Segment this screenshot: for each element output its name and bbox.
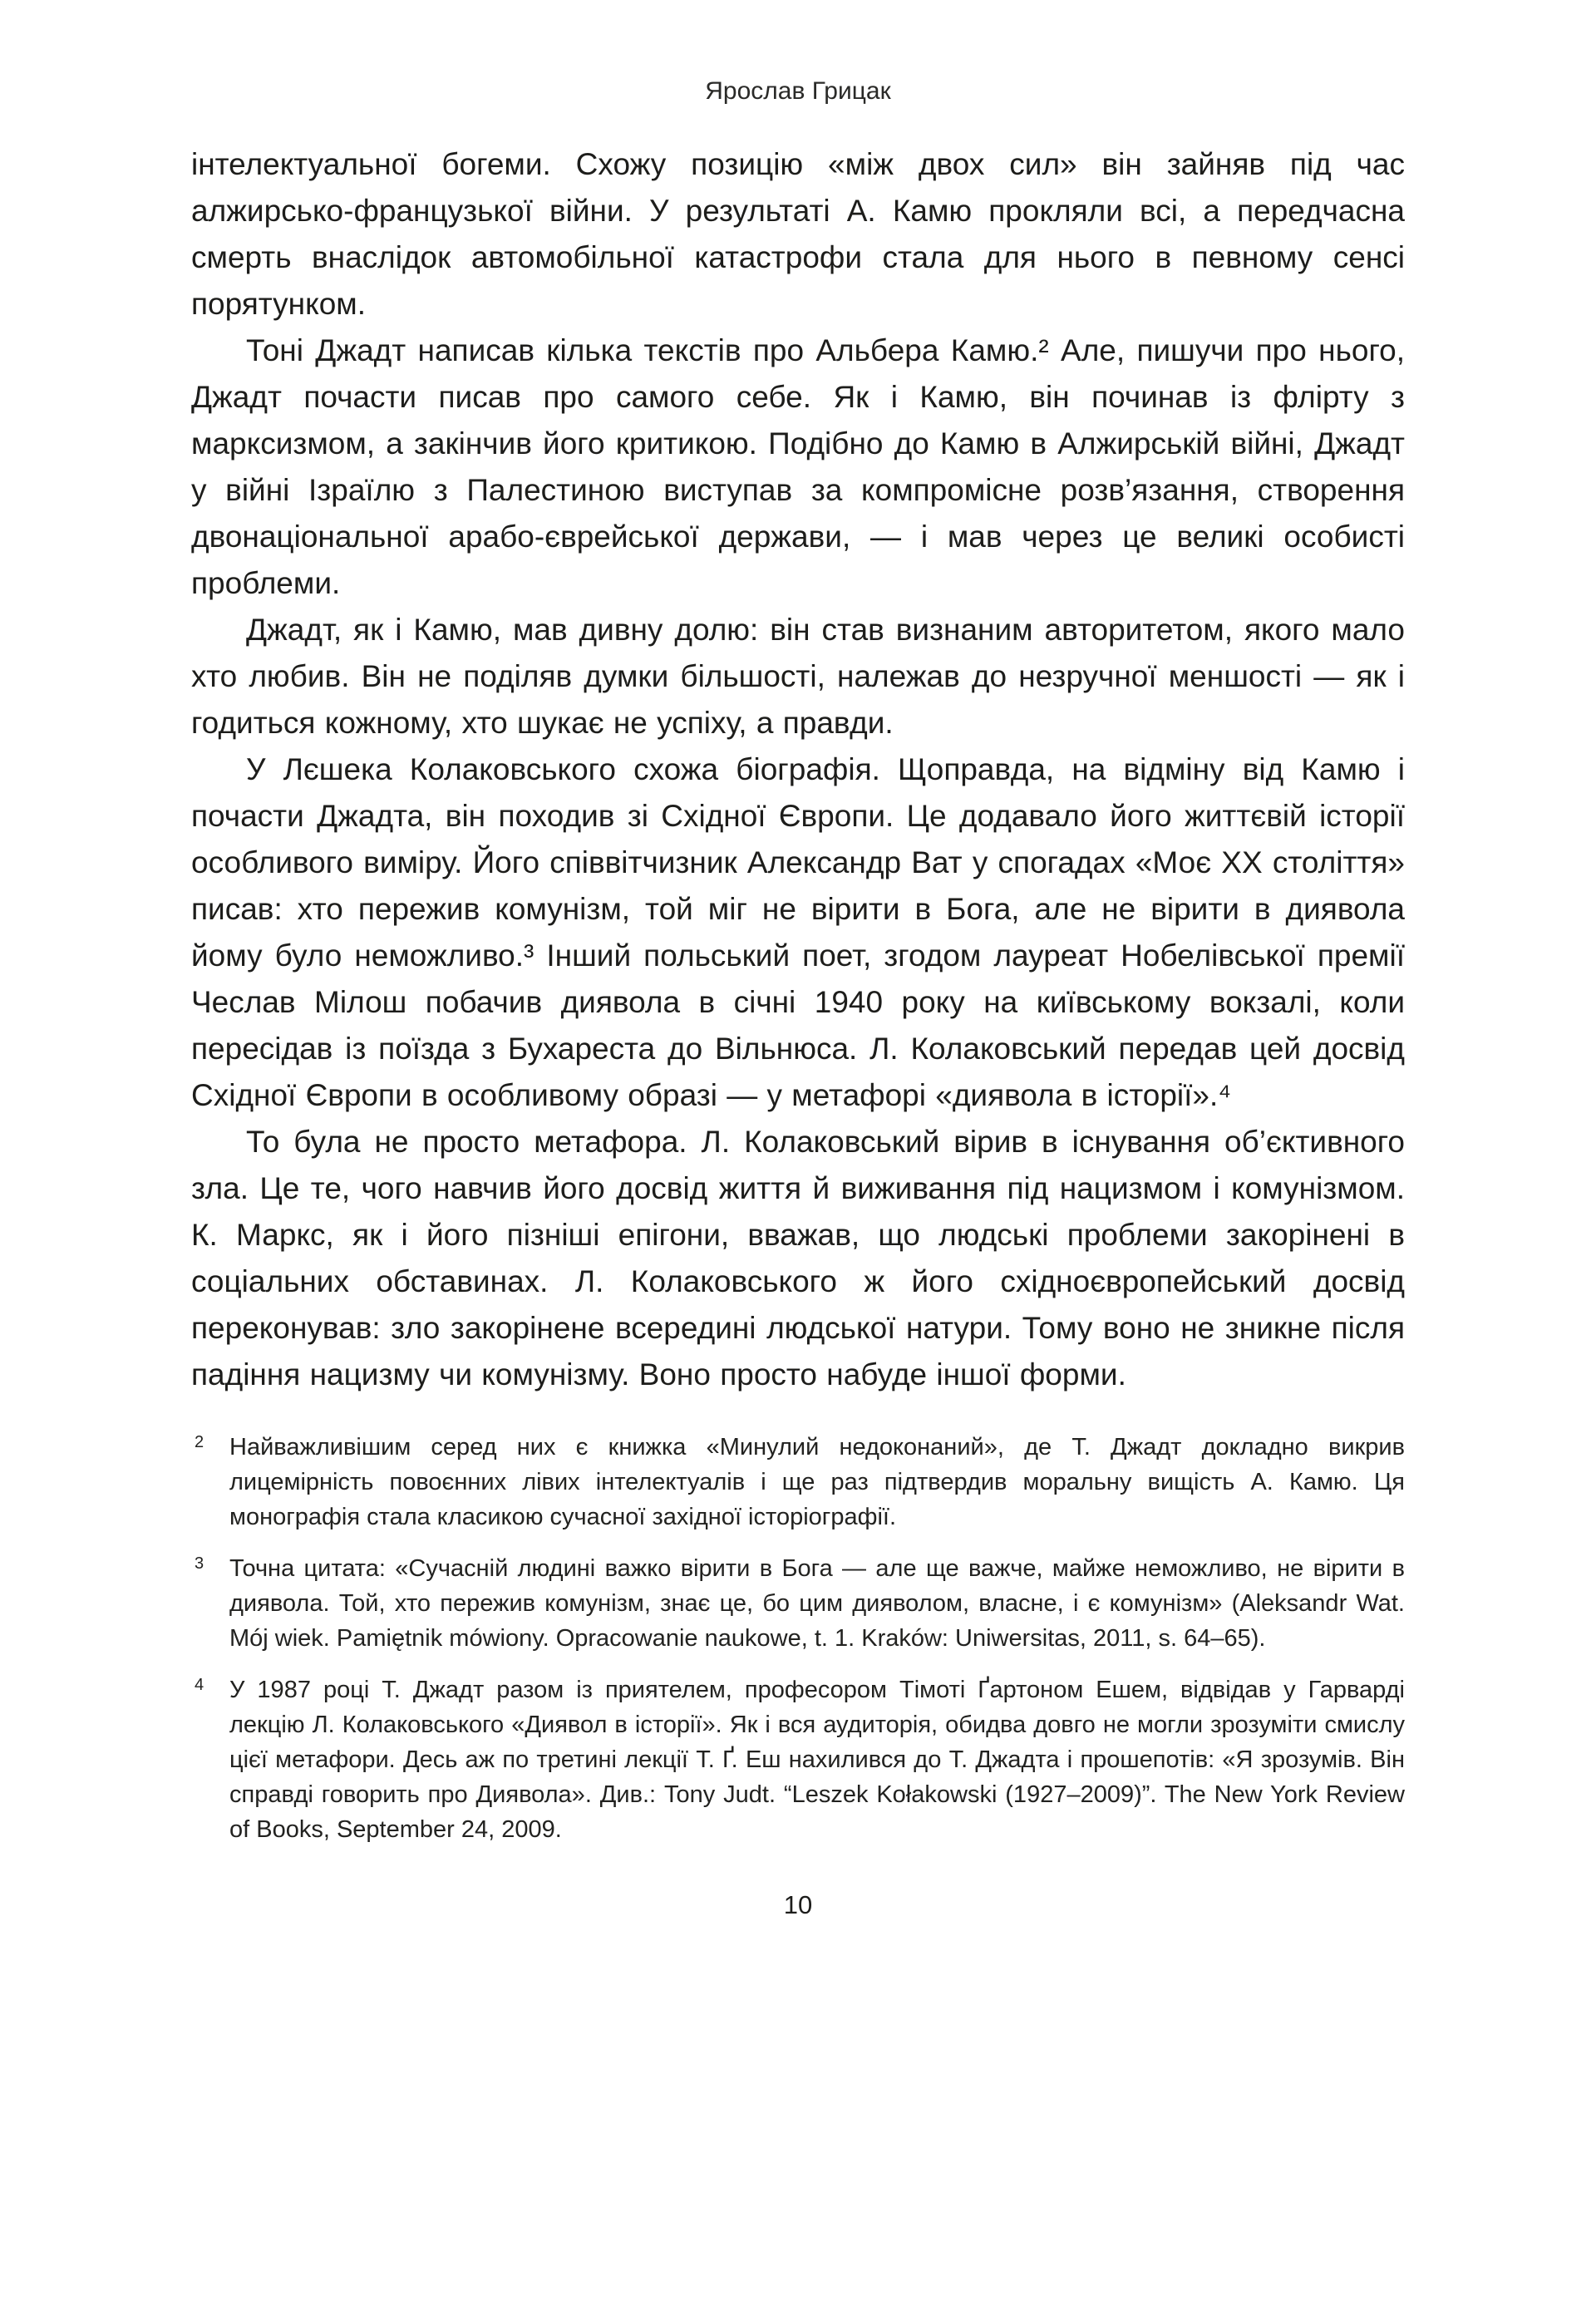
paragraph: У Лєшека Колаковського схожа біографія. Щоправда, на відміну від Камю і почасти Джадта, він походив зі Східної Європи. Це додавало його життєвій історії особливого виміру. Його співвітчизник Александр Ват у спогадах «Моє ХХ століття» писав: хто пережив комунізм, той міг не вірити в Бога, але не вірити в диявола йому було неможливо.³ Інший польський поет, згодом лауреат Нобелівської премії Чеслав Мілош побачив диявола в січні 1940 року на київському вокзалі, коли пересідав із поїзда з Бухареста до Вільнюса. Л. Колаковський передав цей досвід Східної Європи в особливому образі — у метафорі «диявола в історії».⁴ [191, 752, 1405, 1112]
page-number: 10 [783, 1890, 813, 1919]
footnote [191, 1551, 1405, 1656]
footnote [191, 1672, 1405, 1847]
footnote-text: У 1987 році Т. Джадт разом із приятелем, професором Тімоті Ґартоном Ешем, відвідав у Гарварді лекцію Л. Колаковського «Диявол в історії». Як і вся аудиторія, обидва довго не могли зрозуміти смислу цієї метафори. Десь аж по третині лекції Т. Ґ. Еш нахилився до Т. Джадта і прошепотів: «Я зрозумів. Він справді говорить про Диявола». Див.: Tony Judt. “Leszek Kołakowski (1927–2009)”. The New York Review of Books, September 24, 2009. [229, 1677, 1405, 1843]
body-text [191, 141, 1405, 1398]
footnote-marker: 4 [195, 1676, 204, 1694]
footnote-text: Найважливішим серед них є книжка «Минулий недоконаний», де Т. Джадт докладно викрив лицемірність повоєнних лівих інтелектуалів і ще раз підтвердив моральну вищість А. Камю. Ця монографія стала класикою сучасної західної історіографії. [229, 1434, 1405, 1530]
paragraph: інтелектуальної богеми. Схожу позицію «між двох сил» він зайняв під час алжирсько-французької війни. У результаті А. Камю прокляли всі, а передчасна смерть внаслідок автомобільної катастрофи стала для нього в певному сенсі порятунком. [191, 147, 1405, 321]
footnote-text: Точна цитата: «Сучасній людині важко вірити в Бога — але ще важче, майже неможливо, не вірити в диявола. Той, хто пережив комунізм, знає це, бо цим дияволом, власне, і є комунізм» (Aleksandr Wat. Mój wiek. Pamiętnik mówiony. Opracowanie naukowe, t. 1. Kraków: Uniwersitas, 2011, s. 64–65). [229, 1555, 1405, 1652]
paragraph: Тоні Джадт написав кілька текстів про Альбера Камю.² Але, пишучи про нього, Джадт почасти писав про самого себе. Як і Камю, він починав із флірту з марксизмом, а закінчив його критикою. Подібно до Камю в Алжирській війні, Джадт у війні Ізраїлю з Палестиною виступав за компромісне розв’язання, створення двонаціональної арабо-єврейської держави, — і мав через це великі особисті проблеми. [191, 333, 1405, 600]
footnote [191, 1430, 1405, 1534]
footnote-marker: 2 [195, 1433, 204, 1451]
footnotes-section [191, 1430, 1405, 1847]
paragraph: Джадт, як і Камю, мав дивну долю: він став визнаним авторитетом, якого мало хто любив. Він не поділяв думки більшості, належав до незручної меншості — як і годиться кожному, хто шукає не успіху, а правди. [191, 613, 1405, 740]
running-header-author: Ярослав Грицак [705, 77, 891, 105]
paragraph: То була не просто метафора. Л. Колаковський вірив в існування об’єктивного зла. Це те, чого навчив його досвід життя й виживання під нацизмом і комунізмом. К. Маркс, як і його пізніші епігони, вважав, що людські проблеми закорінені в соціальних обставинах. Л. Колаковського ж його східноєвропейський досвід переконував: зло закорінене всередині людської натури. Тому воно не зникне після падіння нацизму чи комунізму. Воно просто набуде іншої форми. [191, 1125, 1405, 1392]
footnote-marker: 3 [195, 1554, 204, 1573]
